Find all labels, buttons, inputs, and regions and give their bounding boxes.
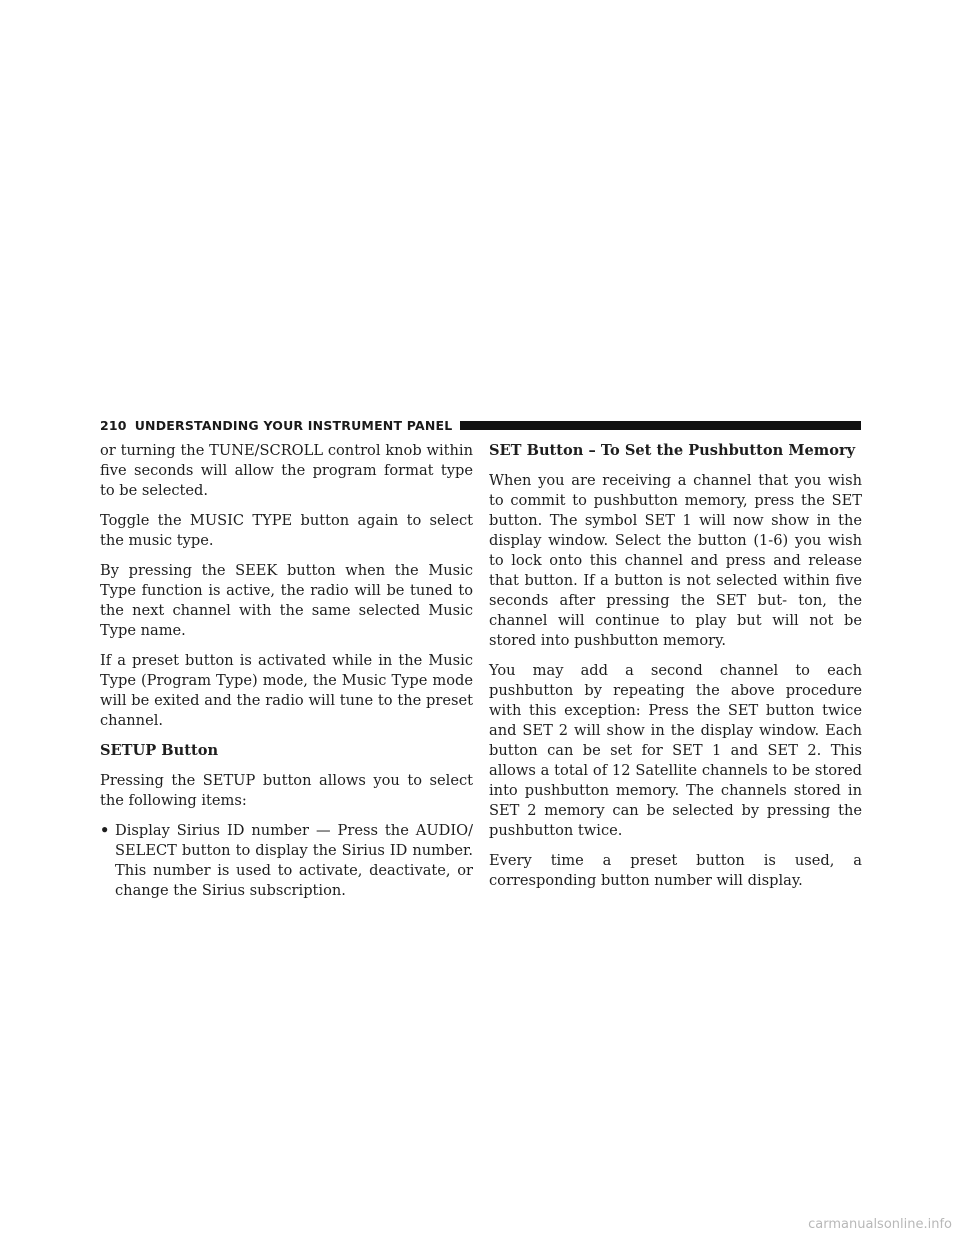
heading-set-button: SET Button – To Set the Pushbutton Memory	[489, 442, 856, 459]
bullet-item-sirius-id	[100, 821, 473, 901]
bullet-icon: •	[100, 822, 110, 839]
page-header	[100, 418, 861, 432]
paragraph-setup-intro: Pressing the SETUP button allows you to select the following items:	[100, 772, 473, 809]
page-number: 210	[100, 417, 127, 433]
paragraph-set-procedure: When you are receiving a channel that you wish to commit to pushbutton memory, press the SET button. The symbol SET 1 will now show in the display window. Select the button (1-6) you wish to lock onto this channel and press and release that button. If a button is not selected within five seconds after pressing the SET but- ton, the channel will continue to play but will not be stored into pushbutton memory.	[489, 472, 862, 649]
paragraph-seek-button: By pressing the SEEK button when the Music Type function is active, the radio will be tuned to the next channel with the same selected Music Type name.	[100, 562, 473, 639]
left-column	[100, 441, 473, 901]
section-title: UNDERSTANDING YOUR INSTRUMENT PANEL	[134, 417, 453, 433]
watermark: carmanualsonline.info	[808, 1217, 952, 1232]
paragraph-tune-scroll: or turning the TUNE/SCROLL control knob within five seconds will allow the program format type to be selected.	[100, 442, 473, 499]
paragraph-preset-button: If a preset button is activated while in the Music Type (Program Type) mode, the Music Type mode will be exited and the radio will tune to the preset channel.	[100, 652, 473, 729]
paragraph-preset-display: Every time a preset button is used, a corresponding button number will display.	[489, 852, 862, 889]
heading-setup-button: SETUP Button	[100, 742, 219, 759]
paragraph-second-channel: You may add a second channel to each pushbutton by repeating the above procedure with this exception: Press the SET button twice and SET 2 will show in the display window. Each button can be set for SET 1 and SET 2. This allows a total of 12 Satellite channels to be stored into pushbutton memory. The channels stored in SET 2 memory can be selected by pressing the pushbutton twice.	[489, 662, 862, 839]
right-column	[489, 441, 862, 901]
paragraph-toggle-music-type: Toggle the MUSIC TYPE button again to select the music type.	[100, 512, 473, 549]
bullet-text: Display Sirius ID number — Press the AUDIO/ SELECT button to display the Sirius ID number. This number is used to activate, deactivate, or change the Sirius subscription.	[115, 822, 473, 899]
header-rule	[460, 421, 861, 430]
